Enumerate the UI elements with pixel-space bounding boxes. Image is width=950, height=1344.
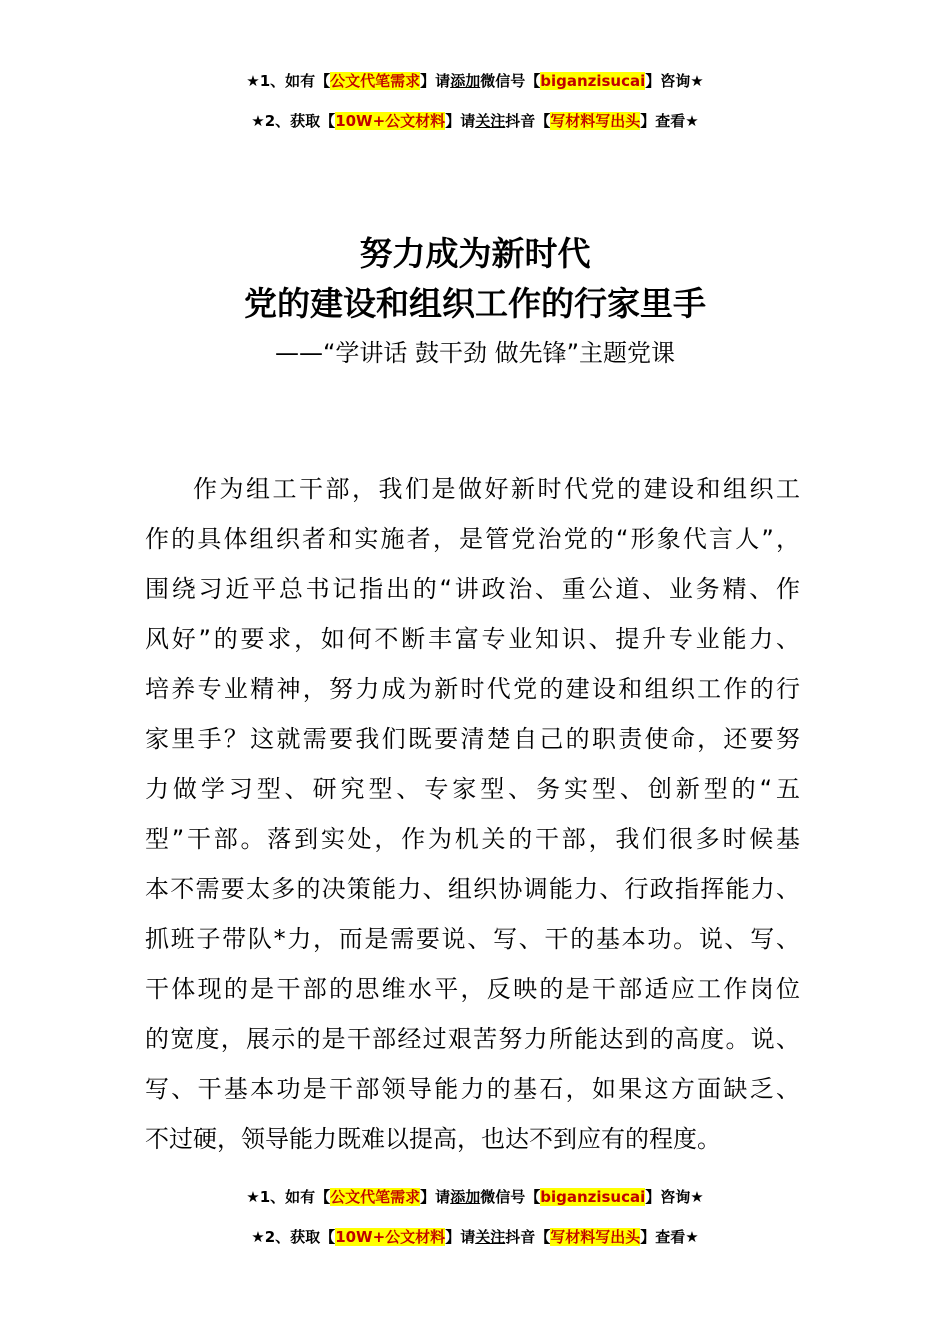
paragraph-line: 写、干基本功是干部领导能力的基石，如果这方面缺乏、 xyxy=(145,1075,800,1103)
banner-prefix: ★2、获取【 xyxy=(251,112,336,130)
paragraph-line: 力做学习型、研究型、专家型、务实型、创新型的“五 xyxy=(145,775,800,803)
promo-banner-line-1 xyxy=(0,70,950,92)
document-subtitle: ——“学讲话 鼓干劲 做先锋”主题党课 xyxy=(274,339,676,367)
paragraph-line: 本不需要太多的决策能力、组织协调能力、行政指挥能力、 xyxy=(145,875,800,903)
banner-text: 抖音【 xyxy=(505,112,551,130)
banner-text: 抖音【 xyxy=(505,1228,551,1246)
banner-highlight: 公文代笔需求 xyxy=(330,1188,421,1206)
paragraph-line: 风好”的要求，如何不断丰富专业知识、提升专业能力、 xyxy=(145,625,800,653)
banner-prefix: ★1、如有【 xyxy=(246,1188,331,1206)
banner-highlight: 10W+公文材料 xyxy=(335,112,446,130)
paragraph-line: 围绕习近平总书记指出的“讲政治、重公道、业务精、作 xyxy=(145,575,800,603)
banner-text: 】请 xyxy=(420,72,451,90)
promo-banner-bottom-line-1 xyxy=(0,1186,950,1208)
banner-highlight: biganzisucai xyxy=(540,72,646,90)
banner-text: 微信号【 xyxy=(480,1188,541,1206)
promo-banner-bottom-line-2 xyxy=(0,1226,950,1248)
banner-suffix: 】查看★ xyxy=(640,112,699,130)
banner-text: 微信号【 xyxy=(480,72,541,90)
paragraph-line: 不过硬，领导能力既难以提高，也达不到应有的程度。 xyxy=(145,1125,721,1153)
paragraph-line: 的宽度，展示的是干部经过艰苦努力所能达到的高度。说、 xyxy=(145,1025,800,1053)
paragraph-line: 干体现的是干部的思维水平，反映的是干部适应工作岗位 xyxy=(145,975,800,1003)
banner-text: 】请 xyxy=(420,1188,451,1206)
promo-banner-line-2 xyxy=(0,110,950,132)
banner-suffix: 】咨询★ xyxy=(645,1188,704,1206)
banner-underlined: 关注 xyxy=(475,1228,506,1246)
banner-underlined: 添加 xyxy=(450,1188,481,1206)
banner-underlined: 关注 xyxy=(475,112,506,130)
banner-suffix: 】查看★ xyxy=(640,1228,699,1246)
document-title-line-2: 党的建设和组织工作的行家里手 xyxy=(244,284,706,323)
banner-prefix: ★1、如有【 xyxy=(246,72,331,90)
banner-highlight: 写材料写出头 xyxy=(550,1228,641,1246)
banner-highlight: biganzisucai xyxy=(540,1188,646,1206)
paragraph-line: 型”干部。落到实处，作为机关的干部，我们很多时候基 xyxy=(145,825,800,853)
banner-suffix: 】咨询★ xyxy=(645,72,704,90)
banner-underlined: 添加 xyxy=(450,72,481,90)
banner-highlight: 公文代笔需求 xyxy=(330,72,421,90)
document-title-line-1: 努力成为新时代 xyxy=(359,234,591,273)
paragraph-line: 作的具体组织者和实施者，是管党治党的“形象代言人”， xyxy=(145,525,800,553)
paragraph-line: 作为组工干部，我们是做好新时代党的建设和组织工 xyxy=(193,475,800,503)
body-paragraph xyxy=(145,464,800,1164)
banner-text: 】请 xyxy=(445,112,476,130)
banner-text: 】请 xyxy=(445,1228,476,1246)
paragraph-line: 家里手？这就需要我们既要清楚自己的职责使命，还要努 xyxy=(145,725,800,753)
paragraph-line: 培养专业精神，努力成为新时代党的建设和组织工作的行 xyxy=(145,675,800,703)
banner-prefix: ★2、获取【 xyxy=(251,1228,336,1246)
banner-highlight: 10W+公文材料 xyxy=(335,1228,446,1246)
banner-highlight: 写材料写出头 xyxy=(550,112,641,130)
paragraph-line: 抓班子带队*力，而是需要说、写、干的基本功。说、写、 xyxy=(145,925,800,953)
